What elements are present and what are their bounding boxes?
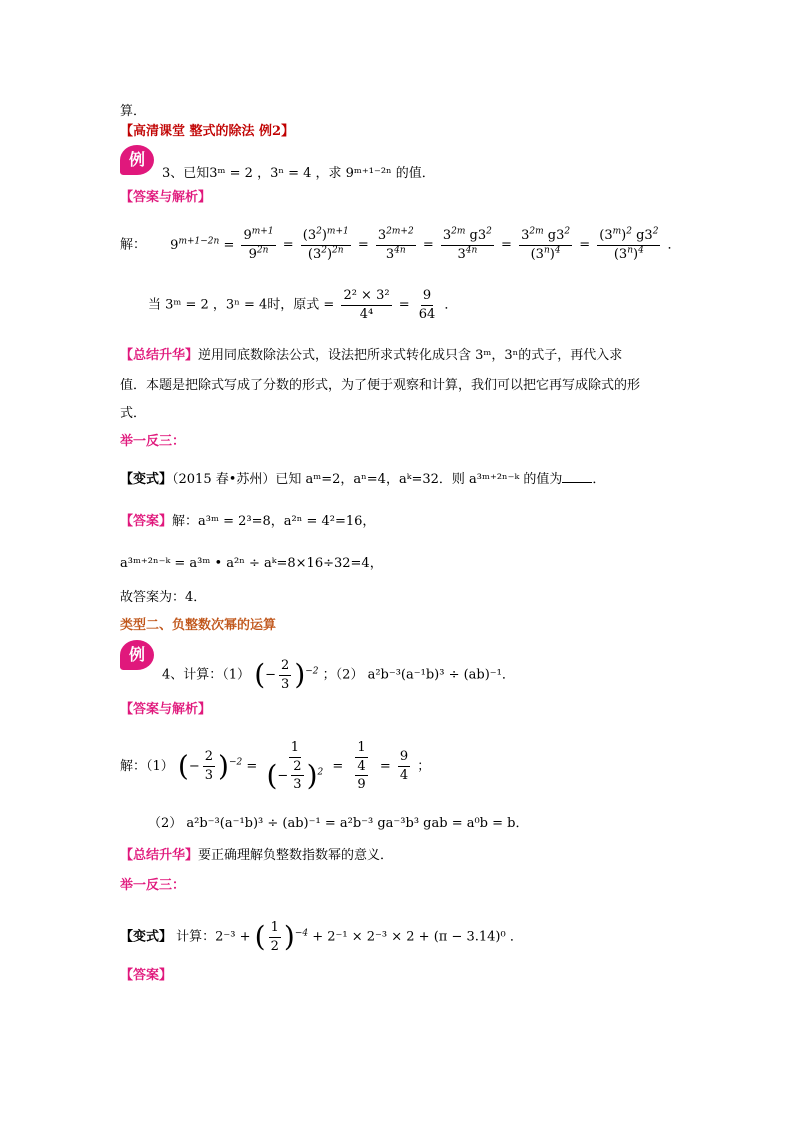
question-3: 3、已知3ᵐ = 2 ，3ⁿ = 4 ，求 9ᵐ⁺¹⁻²ⁿ 的值．	[162, 166, 435, 181]
text-line: 算．	[120, 104, 147, 119]
variant-1: 【变式】（2015 春•苏州）已知 aᵐ=2，aⁿ=4，aᵏ=32．则 a³ᵐ⁺²ⁿ⁻ᵏ 的值为 ．	[120, 472, 606, 487]
solution-4-line2: （2） a²b⁻³(a⁻¹b)³ ÷ (ab)⁻¹ = a²b⁻³ ga⁻³b³ gab = a⁰b = b．	[148, 816, 529, 831]
practice-header-2: 举一反三：	[120, 878, 186, 893]
question-4: 4、计算：（1） (− $\frac{2}{3}$ )$^{-2}$ ；（2） a²b⁻³(a⁻¹b)³ ÷ (ab)⁻¹．	[162, 658, 515, 692]
answer-analysis-header: 【答案与解析】	[120, 190, 212, 205]
example-badge: 例	[120, 640, 154, 670]
answer-2-header: 【答案】	[120, 968, 173, 983]
solution-4-line1: 解：（1） (− $\frac{2}{3}$ )$^{-2}$ = 1 (− $\frac{2}{3}$ )$^2$ = $\frac{1}{\frac{4}{9}}$ = $\frac{9}{4}$ ；	[120, 740, 431, 793]
summary-1c: 式．	[120, 406, 147, 421]
example-badge: 例	[120, 145, 154, 175]
type-2-header: 类型二、负整数次幂的运算	[120, 618, 277, 633]
solution-3-line1: 解： $9^{m+1-2n}$ = $\frac{9^{m+1}}{9^{2n}}$ = $\frac{(3^2)^{m+1}}{(3^2)^{2n}}$ = $\frac{3^{2m+2}}{3^{4n}}$ = $\frac{3^{2m} g3^2}{3^{4n}}$ = $\frac{3^{2m} g3^2}{(3^n)^4}$ = $\frac{(3^m)^2 g3^2}{(3^n)^4}$ ．	[120, 226, 681, 262]
summary-1: 【总结升华】逆用同底数除法公式，设法把所求式转化成只含 3ᵐ，3ⁿ的式子，再代入求	[120, 348, 623, 363]
answer-analysis-header-2: 【答案与解析】	[120, 702, 212, 717]
answer-1-line2: a³ᵐ⁺²ⁿ⁻ᵏ = a³ᵐ • a²ⁿ ÷ aᵏ=8×16÷32=4，	[120, 556, 383, 571]
variant-2: 【变式】 计算：2⁻³ + ( $\frac{1}{2}$ )$^{-4}$ + 2⁻¹ × 2⁻³ × 2 + (π − 3.14)⁰ ．	[120, 920, 523, 954]
practice-header-1: 举一反三：	[120, 434, 186, 449]
solution-label: 解：	[120, 237, 147, 253]
solution-3-line2: 当 3ᵐ = 2 ，3ⁿ = 4时，原式 = $\frac{\text{2² × 3²}}{\text{4⁴}}$ = $\frac{9}{64}$ ．	[148, 288, 458, 322]
section-header: 【高清课堂 整式的除法 例2】	[120, 124, 295, 139]
summary-1b: 值．本题是把除式写成了分数的形式，为了便于观察和计算，我们可以把它再写成除式的形	[120, 378, 641, 393]
answer-1: 【答案】解：a³ᵐ = 2³=8，a²ⁿ = 4²=16，	[120, 514, 376, 529]
summary-2: 【总结升华】要正确理解负整数指数幂的意义．	[120, 848, 394, 863]
answer-1-line3: 故答案为：4．	[120, 590, 207, 605]
